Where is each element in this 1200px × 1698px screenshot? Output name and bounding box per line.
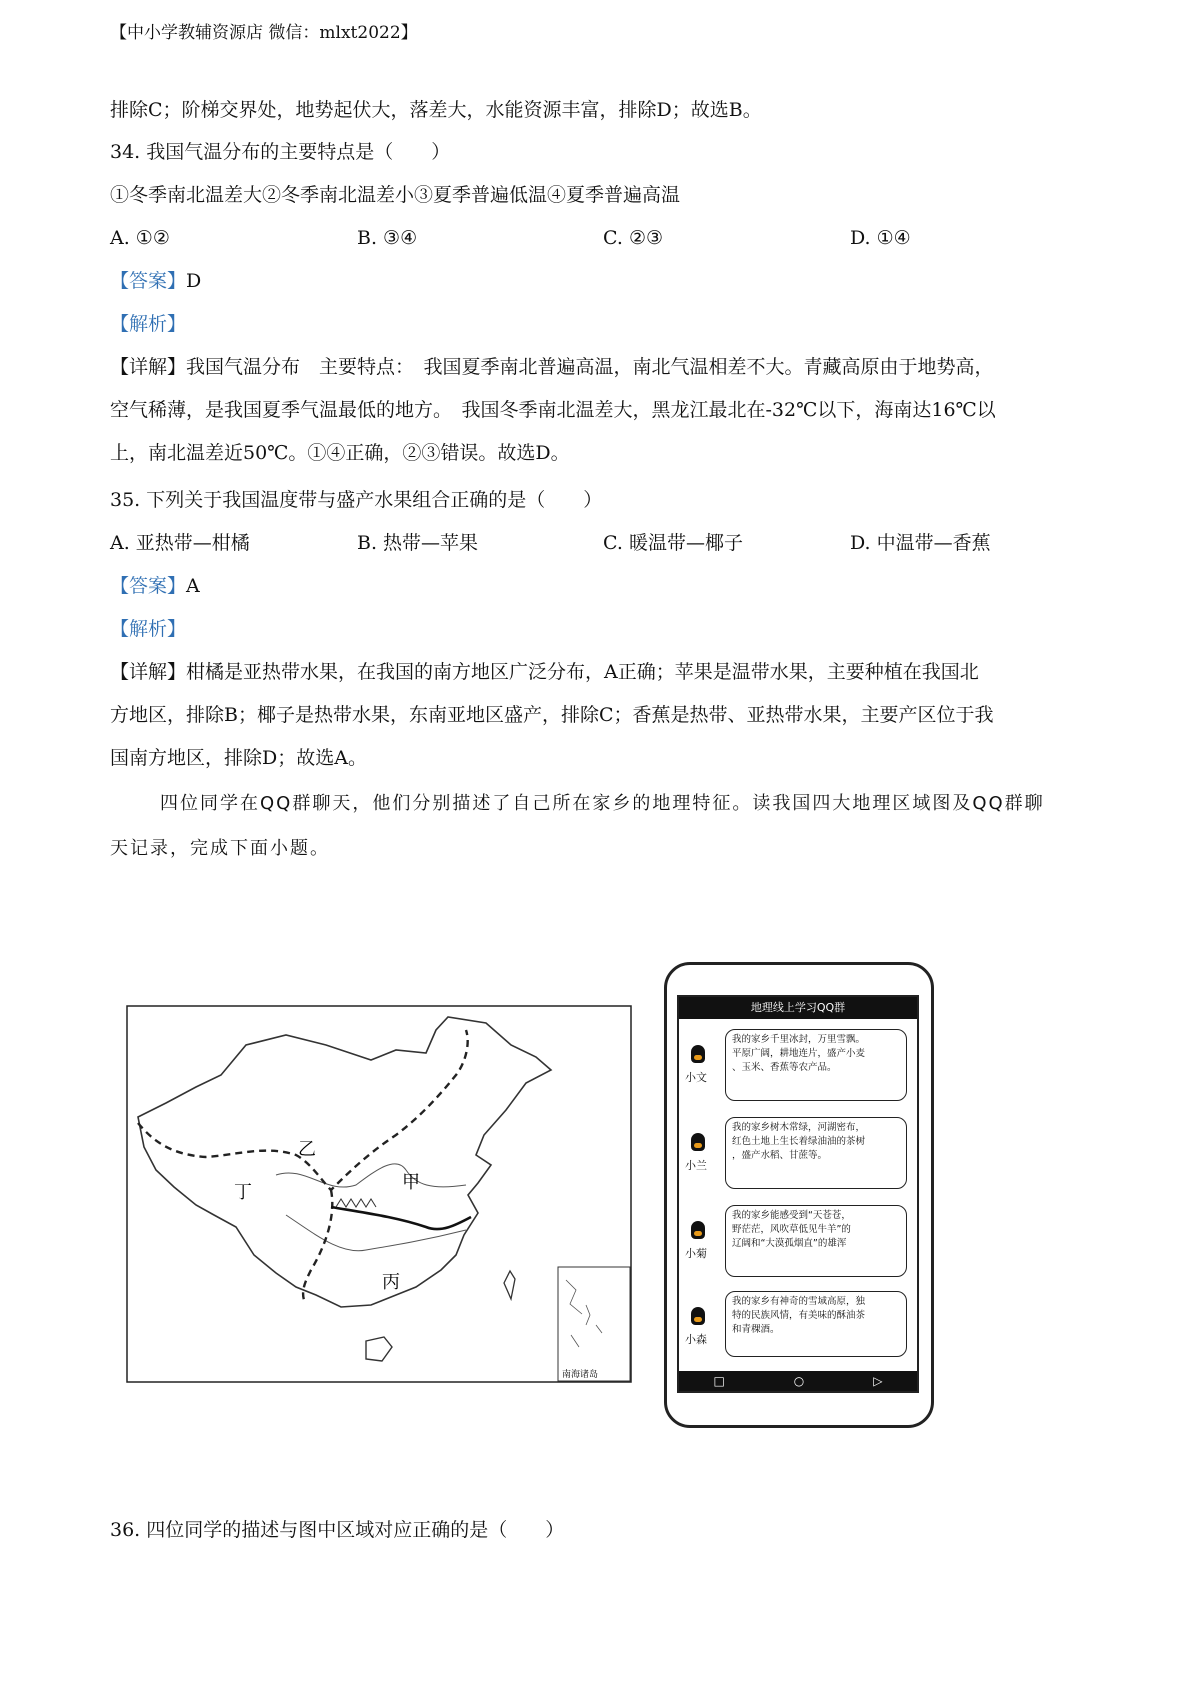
answer-value: A — [186, 575, 200, 597]
q34-detail-1 — [110, 353, 994, 381]
china-regions-map — [126, 1005, 632, 1383]
q34-detail-2: 空气稀薄，是我国夏季气温最低的地方。 我国冬季南北温差大，黑龙江最北在-32℃以下，海南达16℃以 — [110, 399, 996, 421]
chat-bubble — [725, 1117, 907, 1189]
region-label-bing: 丙 — [382, 1272, 400, 1293]
chat-sender-name: 小兰 — [685, 1159, 707, 1172]
q34-analysis-tag: 【解析】 — [110, 313, 187, 335]
q35-option-b: B. 热带—苹果 — [357, 532, 479, 554]
q36-stem: 36. 四位同学的描述与图中区域对应正确的是（ ） — [110, 1519, 565, 1541]
answer-value: D — [186, 270, 202, 292]
q35-stem: 35. 下列关于我国温度带与盛产水果组合正确的是（ ） — [110, 489, 603, 511]
chat-line: 平原广阔，耕地连片，盛产小麦 — [732, 1048, 866, 1059]
q35-detail-1 — [110, 658, 979, 686]
chat-line: 我的家乡能感受到“天苍苍， — [732, 1210, 851, 1221]
chat-bubble — [725, 1205, 907, 1277]
q35-analysis-tag: 【解析】 — [110, 618, 187, 640]
chat-message — [685, 1203, 911, 1285]
chat-line: 辽阔和“大漠孤烟直”的雄浑 — [732, 1238, 847, 1249]
chat-bubble — [725, 1291, 907, 1357]
q35-answer — [110, 572, 200, 600]
group-title-bar: 地理线上学习QQ群 — [679, 997, 917, 1019]
q34-option-c: C. ②③ — [603, 227, 664, 249]
chat-message — [685, 1289, 911, 1367]
chat-line: 我的家乡树木常绿，河湖密布， — [732, 1122, 866, 1133]
q35-detail-3: 国南方地区，排除D；故选A。 — [110, 747, 367, 769]
answer-tag: 【答案】 — [110, 575, 187, 597]
chat-line: ，盛产水稻、甘蔗等。 — [732, 1150, 828, 1161]
q34-stem: 34. 我国气温分布的主要特点是（ ） — [110, 141, 451, 163]
q34-option-b: B. ③④ — [357, 227, 418, 249]
chat-line: 野茫茫，风吹草低见牛羊”的 — [732, 1224, 851, 1235]
south-china-sea-inset — [558, 1267, 630, 1381]
chat-line: 我的家乡有神奇的雪域高原，独 — [732, 1296, 866, 1307]
chat-sender-name: 小森 — [685, 1333, 707, 1346]
detail-tag: 【详解】 — [110, 661, 187, 683]
chat-message — [685, 1115, 911, 1197]
inset-label: 南海诸岛 — [562, 1370, 599, 1380]
chat-sender-name: 小文 — [685, 1071, 707, 1084]
page-header: 【中小学教辅资源店 微信：mlxt2022】 — [110, 23, 418, 43]
region-label-yi: 乙 — [298, 1139, 316, 1160]
qq-avatar-icon — [691, 1045, 705, 1063]
chat-sender-name: 小菊 — [685, 1247, 707, 1260]
nav-square-icon[interactable]: □ — [713, 1374, 725, 1388]
q35-option-d: D. 中温带—香蕉 — [850, 532, 991, 554]
detail-tag: 【详解】 — [110, 356, 187, 378]
q35-detail-2: 方地区，排除B；椰子是热带水果，东南亚地区盛产，排除C；香蕉是热带、亚热带水果，主要产区位于我 — [110, 704, 994, 726]
chat-line: 红色土地上生长着绿油油的茶树 — [732, 1136, 866, 1147]
region-label-ding: 丁 — [234, 1182, 252, 1203]
qq-avatar-icon — [691, 1307, 705, 1325]
phone-screen — [677, 995, 919, 1393]
intro-line-1: 四位同学在QQ群聊天，他们分别描述了自己所在家乡的地理特征。读我国四大地理区域图及QQ群聊 — [160, 793, 1045, 814]
previous-answer-tail: 排除C；阶梯交界处，地势起伏大，落差大，水能资源丰富，排除D；故选B。 — [110, 99, 762, 121]
q34-detail-3: 上，南北温差近50℃。①④正确，②③错误。故选D。 — [110, 442, 570, 464]
chat-line: 和青稞酒。 — [732, 1324, 780, 1335]
phone-frame — [664, 962, 934, 1428]
q35-option-c: C. 暖温带—椰子 — [603, 532, 743, 554]
chat-line: 我的家乡千里冰封，万里雪飘。 — [732, 1034, 866, 1045]
detail-text: 我国气温分布 主要特点： 我国夏季南北普遍高温，南北气温相差不大。青藏高原由于地势高， — [186, 356, 994, 378]
chat-line: 、玉米、香蕉等农产品。 — [732, 1062, 837, 1073]
q34-option-d: D. ①④ — [850, 227, 911, 249]
q34-option-a: A. ①② — [110, 227, 170, 249]
nav-home-icon[interactable]: ○ — [793, 1374, 805, 1388]
chat-line: 特的民族风情，有美味的酥油茶 — [732, 1310, 866, 1321]
qq-avatar-icon — [691, 1221, 705, 1239]
q34-answer — [110, 267, 201, 295]
chat-bubble — [725, 1029, 907, 1101]
intro-line-2: 天记录，完成下面小题。 — [110, 838, 330, 859]
nav-back-icon[interactable]: ▷ — [873, 1374, 883, 1388]
answer-tag: 【答案】 — [110, 270, 187, 292]
phone-nav-bar — [679, 1371, 917, 1391]
region-label-jia: 甲 — [402, 1172, 420, 1193]
q34-items: ①冬季南北温差大②冬季南北温差小③夏季普遍低温④夏季普遍高温 — [110, 184, 681, 206]
detail-text: 柑橘是亚热带水果，在我国的南方地区广泛分布，A正确；苹果是温带水果，主要种植在我国北 — [186, 661, 979, 683]
chat-message — [685, 1027, 911, 1109]
q35-option-a: A. 亚热带—柑橘 — [110, 532, 250, 554]
qq-avatar-icon — [691, 1133, 705, 1151]
